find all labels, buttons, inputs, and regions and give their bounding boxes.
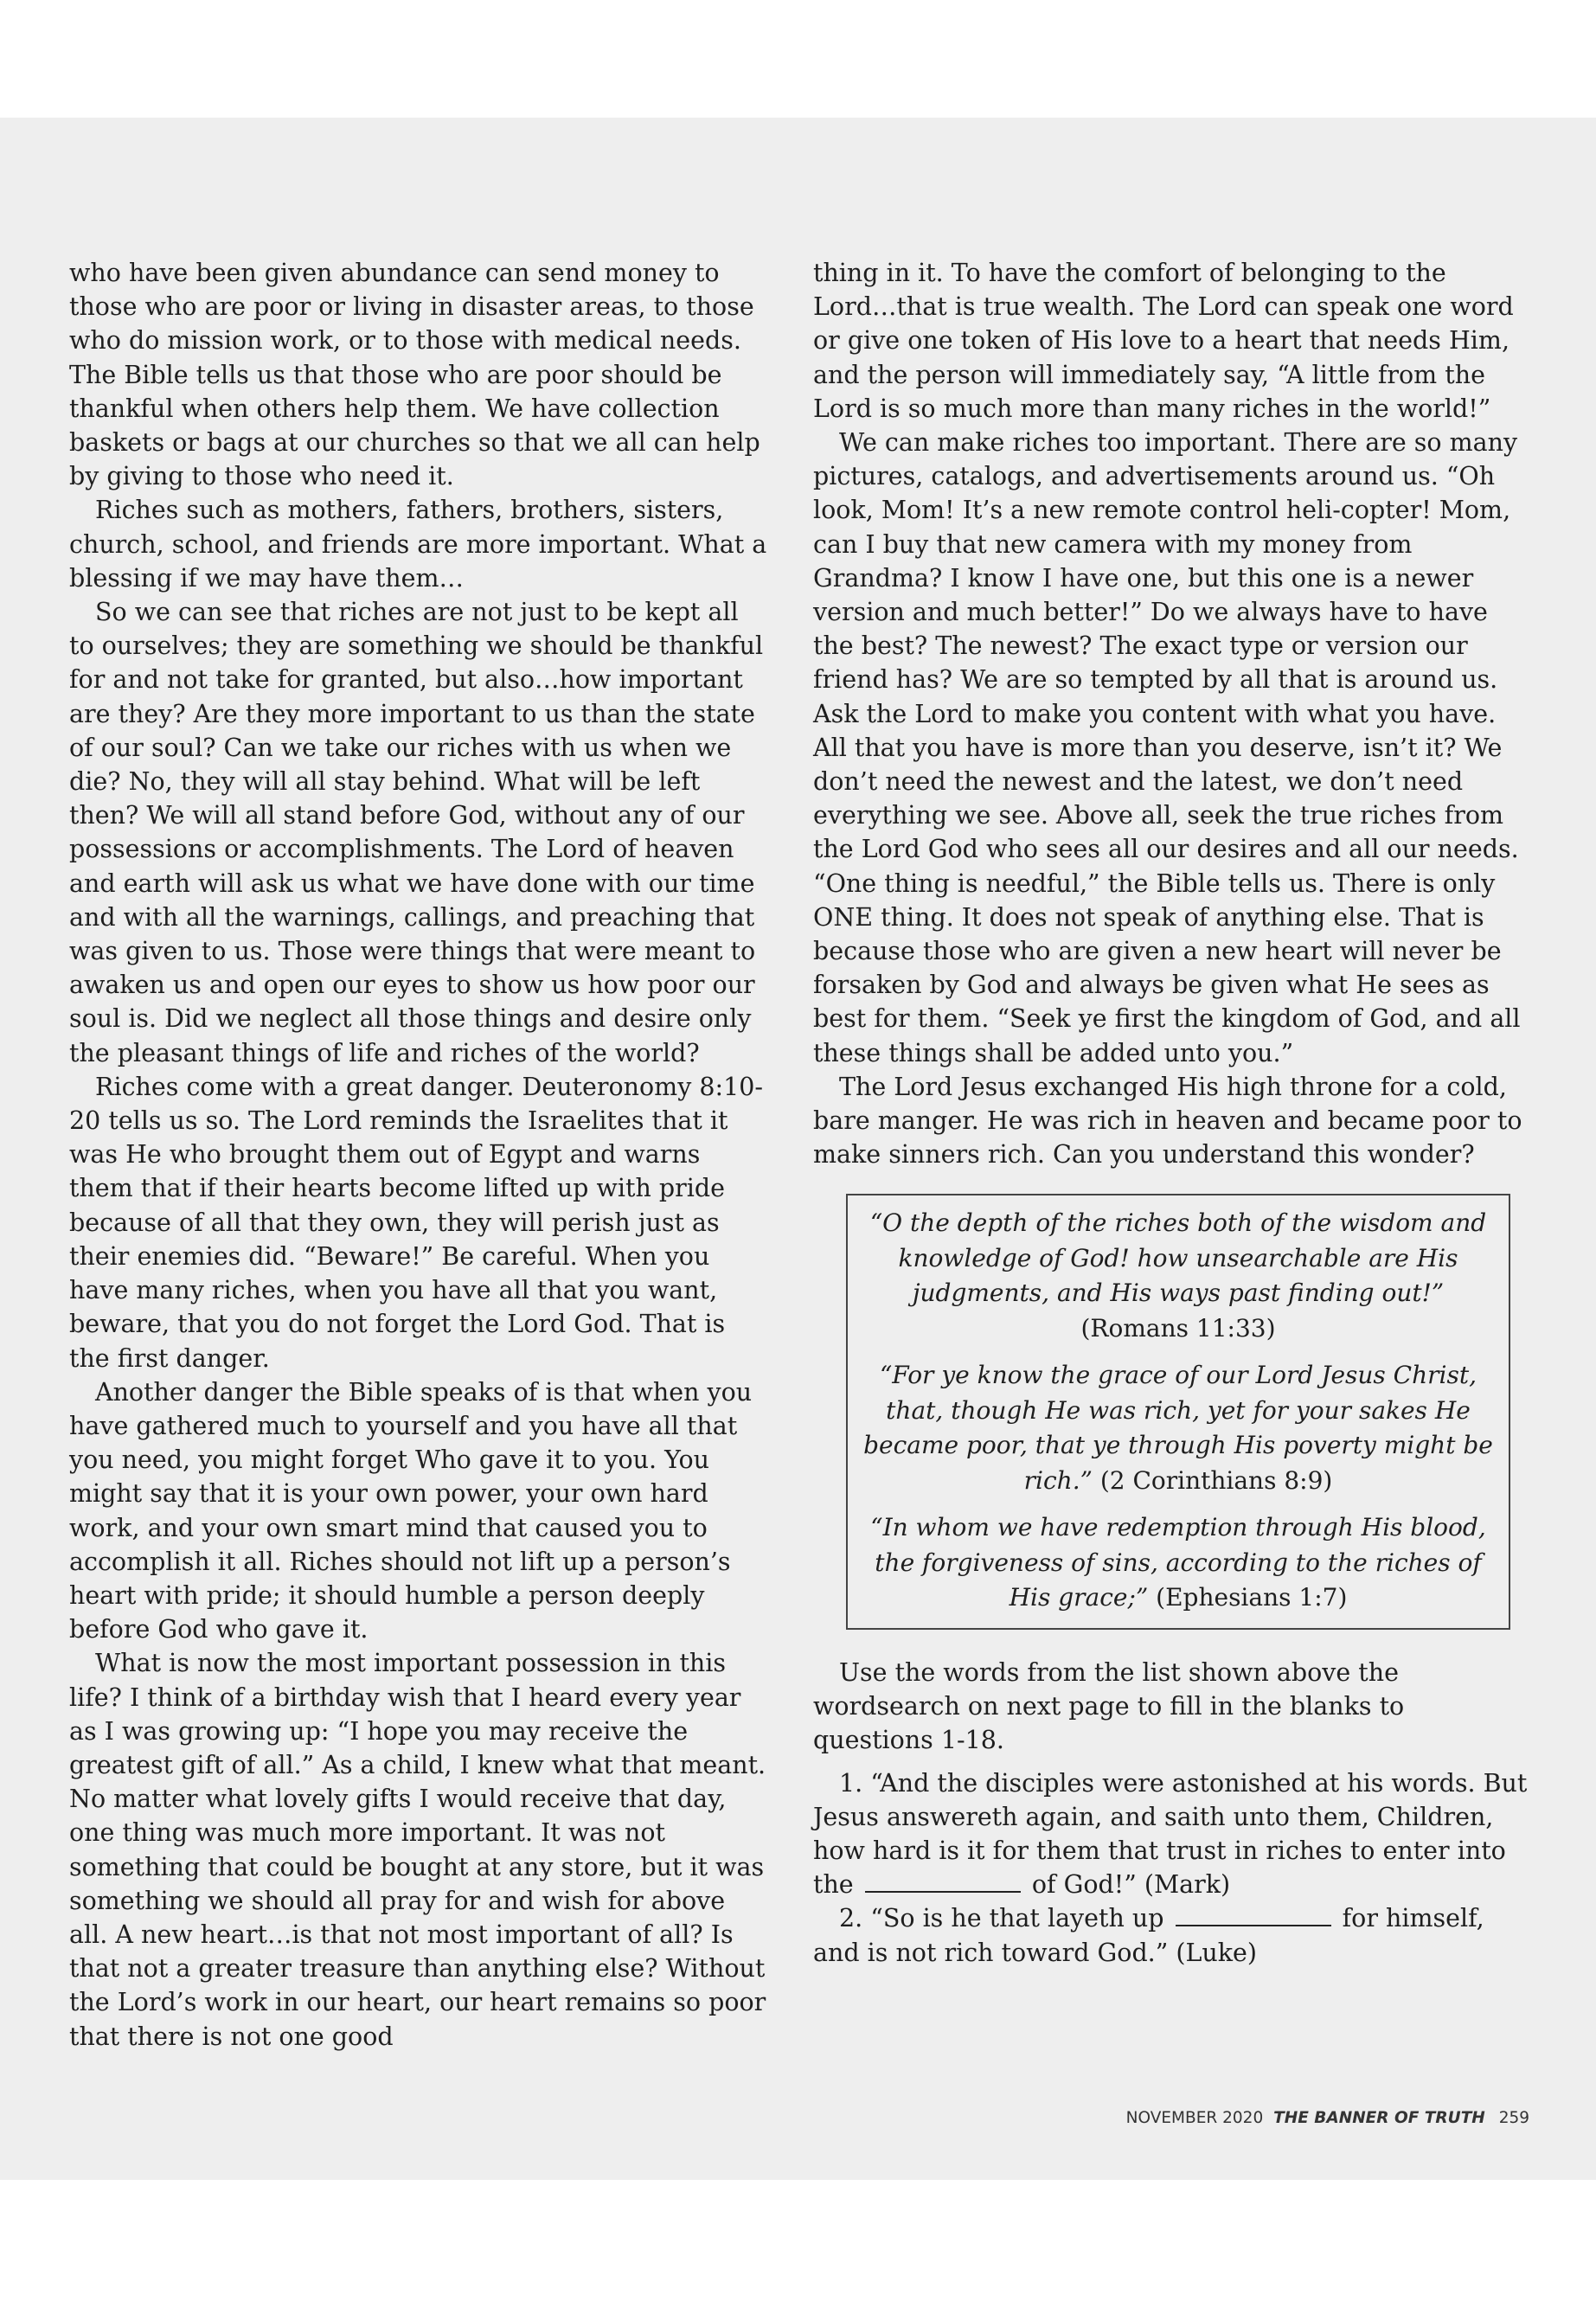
page-number: 259	[1498, 2109, 1529, 2127]
top-margin	[0, 0, 1596, 118]
scripture-quote-3	[863, 1510, 1493, 1616]
issue-date: NOVEMBER 2020	[1125, 2109, 1264, 2127]
left-column	[69, 256, 768, 2054]
quote-text: “O the depth of the riches both of the wisdom and knowledge of God! how unsearchable are His judgments, and His ways past finding out!”	[869, 1208, 1487, 1308]
page-footer	[1126, 2109, 1529, 2127]
left-paragraph-2: Riches such as mothers, fathers, brothers, sisters, church, school, and friends are more important. What a blessing if we may have them…	[69, 496, 767, 593]
left-paragraph-5: Another danger the Bible speaks of is that when you have gathered much to yourself and you have all that you need, you might forget Who gave it to you. You might say that it is your own power, your own hard work, and your own smart mind that caused you to accomplish it all. Riches should not lift up a person’s heart with pride; it should humble a person deeply before God who gave it.	[69, 1377, 753, 1644]
question-1-text: 1. “And the disciples were astonished at his words. But Jesus answereth again, and saith unto them, Children, how hard is it for them that trust in riches to enter into the	[813, 1768, 1528, 1900]
question-2-text: 2. “So is he that layeth up	[839, 1904, 1164, 1933]
left-paragraph-3: So we can see that riches are not just to be kept all to ourselves; they are something we should be thankful for and not take for granted, but also…how important are they? Are they more important to us than the state of our soul? Can we take our riches with us when we die? No, they will all stay behind. What will be left then? We will all stand before God, without any of our possessions or accomplishments. The Lord of heaven and earth will ask us what we have done with our time and with all the warnings, callings, and preaching that was given to us. Those were things that were meant to awaken us and open our eyes to show us how poor our soul is. Did we neglect all those things and desire only the pleasant things of life and riches of the world?	[69, 598, 764, 1067]
quote-text: “For ye know the grace of our Lord Jesus Christ, that, though He was rich, yet for your sakes He became poor, that ye through His poverty might be rich.”	[863, 1361, 1493, 1495]
scripture-quote-2	[863, 1358, 1493, 1498]
right-paragraph-2: We can make riches too important. There are so many pictures, catalogs, and advertisements around us. “Oh look, Mom! It’s a new remote control heli-copter! Mom, can I buy that new camera with my money from Grandma? I know I have one, but this one is a newer version and much better!” Do we always have to have the best? The newest? The exact type or version our friend has? We are so tempted by all that is around us. Ask the Lord to make you content with what you have. All that you have is more than you deserve, isn’t it? We don’t need the newest and the latest, we don’t need everything we see. Above all, seek the true riches from the Lord God who sees all our desires and all our needs. “One thing is needful,” the Bible tells us. There is only ONE thing. It does not speak of anything else. That is because those who are given a new heart will never be forsaken by God and always be given what He sees as best for them. “Seek ye first the kingdom of God, and all these things shall be added unto you.”	[813, 428, 1521, 1067]
question-1	[813, 1766, 1529, 1902]
quote-text: “In whom we have redemption through His blood, the forgiveness of sins, according to the riches of His grace;”	[870, 1513, 1486, 1612]
left-paragraph-1: who have been given abundance can send money to those who are poor or living in disaster areas, to those who do mission work, or to those with medical needs. The Bible tells us that those who are poor should be thankful when others help them. We have collection baskets or bags at our churches so that we all can help by giving to those who need it.	[69, 259, 760, 491]
quote-reference: (Ephesians 1:7)	[1156, 1583, 1348, 1612]
bottom-margin	[0, 2180, 1596, 2301]
question-1-text-end: of God!” (Mark)	[1031, 1870, 1231, 1900]
right-paragraph-3: The Lord Jesus exchanged His high throne for a cold, bare manger. He was rich in heaven and became poor to make sinners rich. Can you understand this wonder?	[813, 1072, 1522, 1170]
scripture-quote-box	[846, 1194, 1510, 1630]
right-paragraph-1: thing in it. To have the comfort of belonging to the Lord…that is true wealth. The Lord can speak one word or give one token of His love to a heart that needs Him, and the person will immediately say, “A little from the Lord is so much more than many riches in the world!”	[813, 259, 1514, 423]
left-paragraph-6: What is now the most important possession in this life? I think of a birthday wish that I heard every year as I was growing up: “I hope you may receive the greatest gift of all.” As a child, I knew what that meant. No matter what lovely gifts I would receive that day, one thing was much more important. It was not something that could be bought at any store, but it was something we should all pray for and wish for above all. A new heart…is that not most important of all? Is that not a greater treasure than anything else? Without the Lord’s work in our heart, our heart remains so poor that there is not one good	[69, 1649, 766, 2051]
instructions: Use the words from the list shown above the wordsearch on next page to fill in the blanks to questions 1-18.	[813, 1657, 1405, 1755]
left-paragraph-4: Riches come with a great danger. Deuteronomy 8:10-20 tells us so. The Lord reminds the Israelites that it was He who brought them out of Egypt and warns them that if their hearts become lifted up with pride because of all that they own, they will perish just as their enemies did. “Beware!” Be careful. When you have many riches, when you have all that you want, beware, that you do not forget the Lord God. That is the first danger.	[69, 1072, 763, 1373]
quote-reference: (Romans 11:33)	[1080, 1313, 1276, 1343]
question-2-text-end: for himself, and is not rich toward God.” (Luke)	[813, 1904, 1484, 1967]
magazine-page	[0, 118, 1596, 2180]
question-2	[813, 1901, 1529, 1969]
right-column	[813, 256, 1529, 1970]
quote-reference: (2 Corinthians 8:9)	[1099, 1465, 1333, 1495]
magazine-title: THE BANNER OF TRUTH	[1273, 2109, 1485, 2127]
scripture-quote-1	[863, 1206, 1493, 1346]
answer-blank-2[interactable]	[1176, 1904, 1331, 1926]
answer-blank-1[interactable]	[865, 1870, 1021, 1893]
